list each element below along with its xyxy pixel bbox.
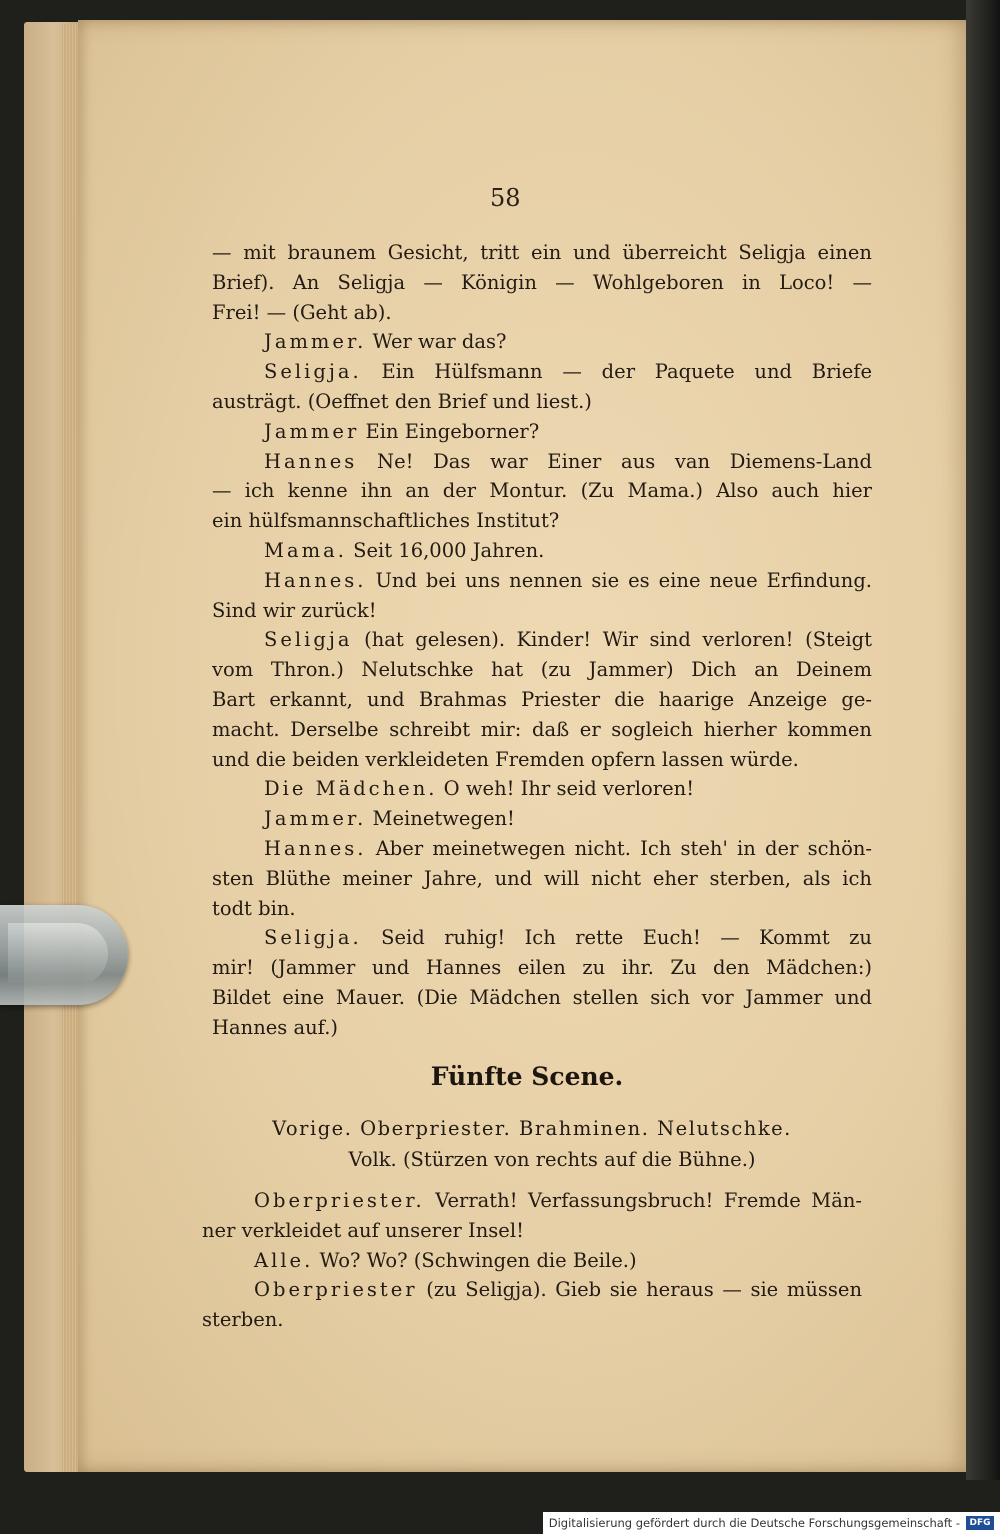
- text-line: [212, 774, 872, 804]
- text-line: [212, 417, 872, 447]
- speaker-name: Oberpriester.: [254, 1189, 425, 1212]
- speaker-name: Jammer.: [264, 330, 367, 354]
- line-text: mir! (Jammer und Hannes eilen zu ihr. Zu den Mädchen:): [212, 956, 872, 980]
- book-spine-right: [966, 0, 1000, 1480]
- scene-heading: Fünfte Scene.: [430, 1062, 624, 1091]
- line-text: Verrath! Verfassungsbruch! Fremde Män-: [435, 1189, 862, 1212]
- speaker-name: Oberpriester: [254, 1278, 418, 1302]
- speaker-name: Jammer: [264, 419, 360, 443]
- text-line: [212, 536, 872, 566]
- text-line: [202, 1186, 862, 1216]
- scene-lines: [202, 1186, 862, 1335]
- speaker-name: Mama.: [264, 538, 347, 562]
- line-text: Bildet eine Mauer. (Die Mädchen stellen sich vor Jammer und: [212, 985, 872, 1009]
- text-line: [212, 327, 872, 357]
- speaker-name: Hannes.: [264, 836, 367, 860]
- line-text: Wer war das?: [372, 330, 507, 354]
- text-line: [212, 953, 872, 983]
- speaker-name: Seligja: [264, 628, 353, 652]
- footer-text: Digitalisierung gefördert durch die Deutsche Forschungsgemeinschaft -: [548, 1516, 960, 1530]
- text-line: [212, 745, 872, 775]
- line-text: Ein Eingeborner?: [365, 419, 540, 443]
- speaker-name: Seligja.: [264, 926, 362, 950]
- text-line: [212, 923, 872, 953]
- text-line: [212, 476, 872, 506]
- text-line: [212, 506, 872, 536]
- text-line: [202, 1246, 862, 1276]
- line-text: todt bin.: [212, 896, 296, 920]
- text-line: [212, 834, 872, 864]
- line-text: sten Blüthe meiner Jahre, und will nicht eher sterben, als ich: [212, 866, 872, 890]
- speaker-name: Seligja.: [264, 360, 362, 384]
- line-text: ein hülfsmannschaftliches Institut?: [212, 509, 560, 533]
- speaker-name: Jammer.: [264, 807, 367, 831]
- footer-bar: [543, 1512, 1000, 1534]
- text-line: [212, 1013, 872, 1043]
- line-text: Seit 16,000 Jahren.: [353, 538, 545, 562]
- line-text: Frei! — (Geht ab).: [212, 300, 392, 324]
- scene-text: [202, 1092, 862, 1335]
- text-line: [212, 864, 872, 894]
- line-text: Hannes auf.): [212, 1015, 339, 1039]
- page-number: 58: [490, 184, 521, 212]
- text-line: [212, 596, 872, 626]
- text-line: [202, 1216, 862, 1246]
- line-text: Wo? Wo? (Schwingen die Beile.): [319, 1248, 637, 1272]
- text-line: [202, 1305, 862, 1335]
- main-text: [212, 238, 872, 1043]
- text-line: [212, 268, 872, 298]
- speaker-name: Die Mädchen.: [264, 777, 438, 801]
- speaker-name: Alle.: [254, 1248, 314, 1272]
- line-text: Meinetwegen!: [372, 807, 515, 831]
- line-text: sterben.: [202, 1308, 284, 1332]
- dfg-logo-icon: DFG: [966, 1516, 994, 1530]
- scene-cast-line-1: Vorige. Oberpriester. Brahminen. Nelutschke.: [272, 1117, 792, 1140]
- text-line: [212, 387, 872, 417]
- text-line: [212, 566, 872, 596]
- line-text: Ein Hülfsmann — der Paquete und Briefe: [381, 360, 872, 384]
- text-line: [212, 357, 872, 387]
- line-text: — ich kenne ihn an der Montur. (Zu Mama.) Also auch hier: [212, 479, 872, 503]
- text-line: [212, 447, 872, 477]
- line-text: Ne! Das war Einer aus van Diemens-Land: [377, 449, 872, 473]
- speaker-name: Hannes.: [264, 568, 367, 592]
- book-clip-highlight: [8, 923, 108, 985]
- line-text: Sind wir zurück!: [212, 598, 377, 622]
- speaker-name: Hannes: [264, 449, 358, 473]
- line-text: Seid ruhig! Ich rette Euch! — Kommt zu: [381, 926, 872, 950]
- text-line: [212, 983, 872, 1013]
- line-text: ner verkleidet auf unserer Insel!: [202, 1218, 524, 1242]
- text-line: [212, 625, 872, 655]
- line-text: (hat gelesen). Kinder! Wir sind verloren! (Steigt: [364, 628, 872, 652]
- line-text: vom Thron.) Nelutschke hat (zu Jammer) Dich an Deinem: [212, 658, 872, 682]
- line-text: macht. Derselbe schreibt mir: daß er sogleich hierher kommen: [212, 717, 872, 741]
- line-text: (zu Seligja). Gieb sie heraus — sie müssen: [426, 1278, 862, 1302]
- text-line: [202, 1275, 862, 1305]
- line-text: Brief). An Seligja — Königin — Wohlgeboren in Loco! —: [212, 270, 872, 294]
- line-text: und die beiden verkleideten Fremden opfern lassen würde.: [212, 747, 799, 771]
- line-text: Bart erkannt, und Brahmas Priester die haarige Anzeige ge-: [212, 687, 872, 711]
- book-clip: [0, 905, 128, 1005]
- line-text: Und bei uns nennen sie es eine neue Erfindung.: [375, 568, 872, 592]
- text-line: [212, 894, 872, 924]
- line-text: austrägt. (Oeffnet den Brief und liest.): [212, 389, 592, 413]
- text-line: [212, 685, 872, 715]
- line-text: O weh! Ihr seid verloren!: [443, 777, 695, 801]
- text-line: [212, 238, 872, 268]
- line-text: — mit braunem Gesicht, tritt ein und überreicht Seligja einen: [212, 241, 872, 264]
- text-line: [212, 804, 872, 834]
- scene-cast-line-2: Volk. (Stürzen von rechts auf die Bühne.): [348, 1148, 756, 1171]
- text-line: [212, 298, 872, 328]
- text-line: [212, 715, 872, 745]
- line-text: Aber meinetwegen nicht. Ich steh' in der schön-: [375, 836, 872, 860]
- text-line: [212, 655, 872, 685]
